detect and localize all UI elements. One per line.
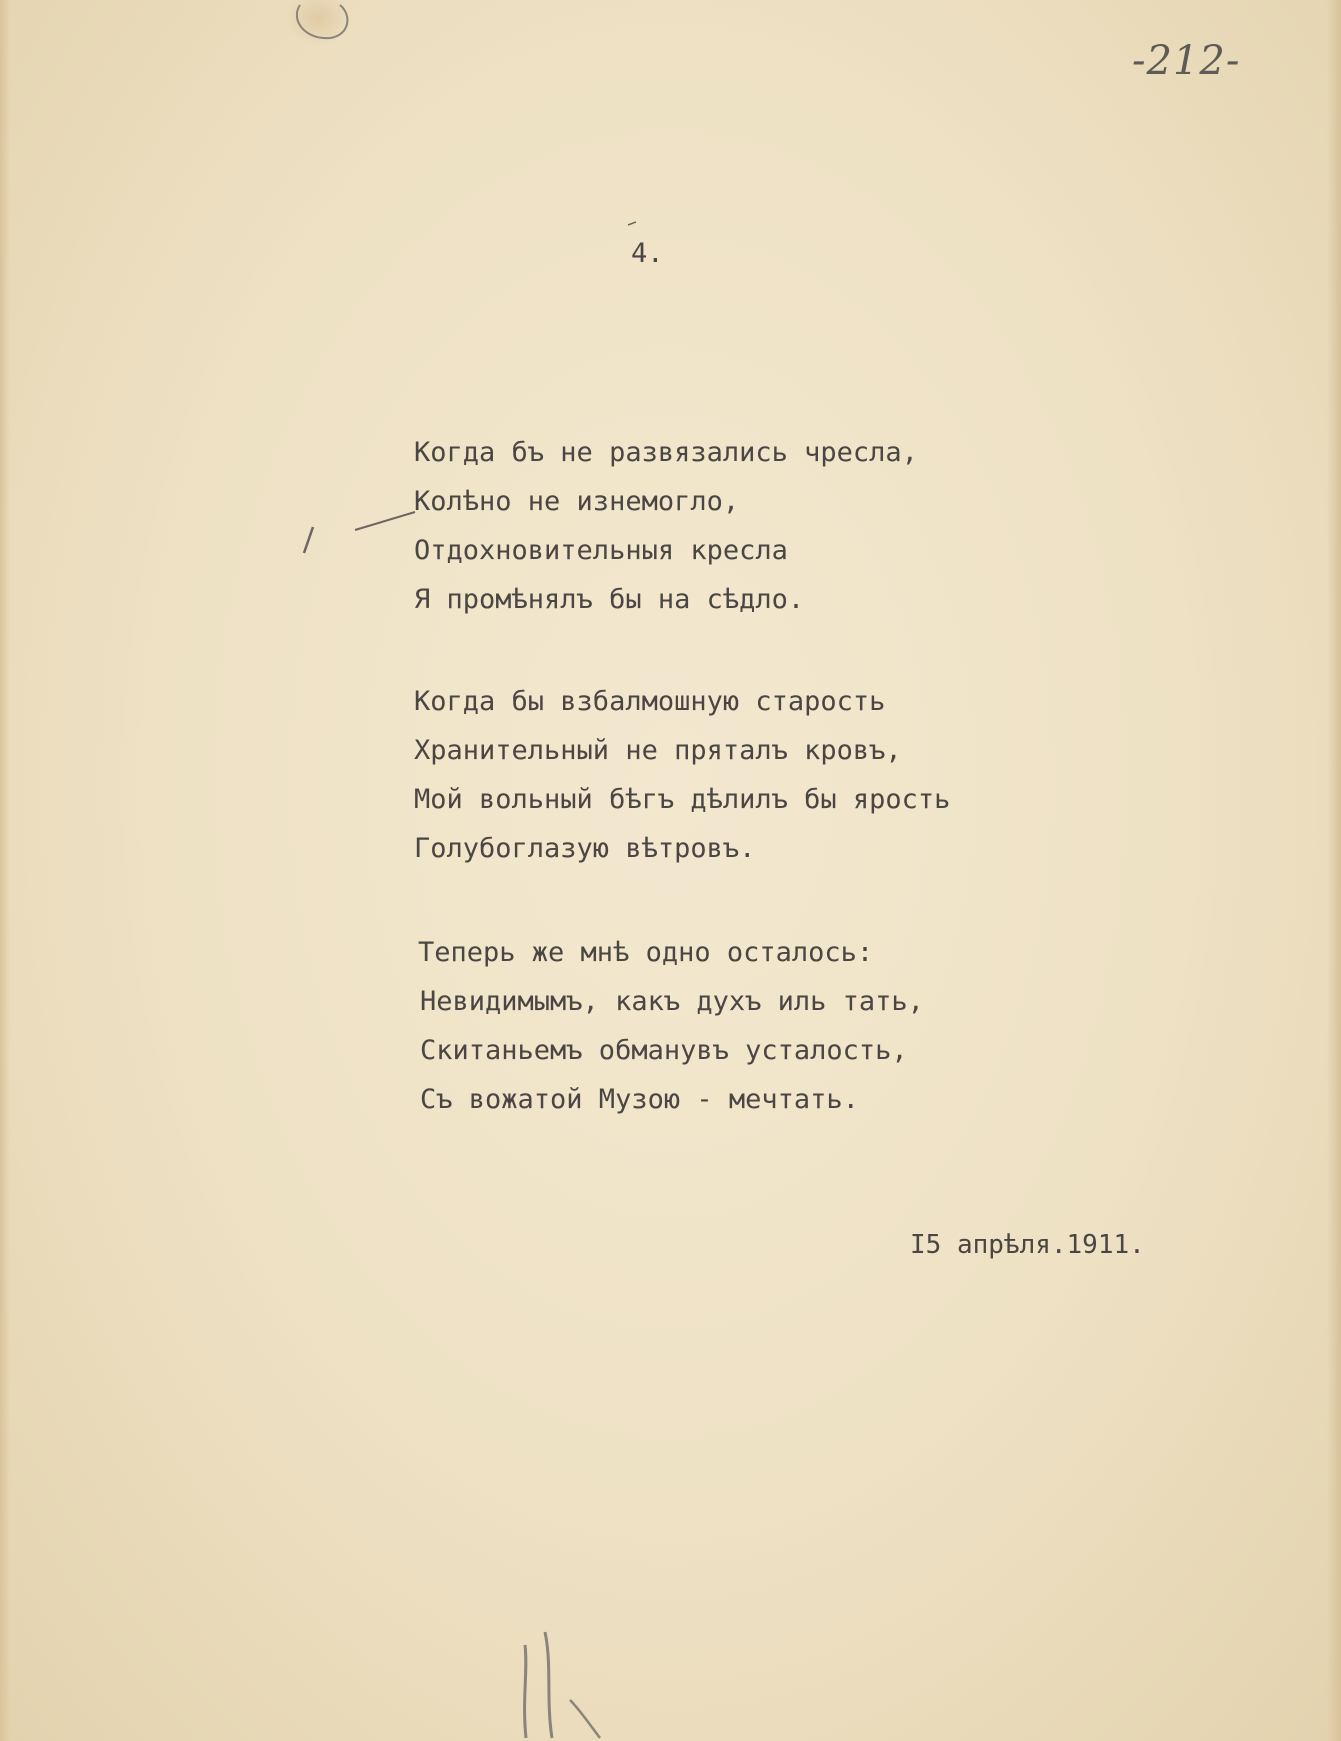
poem-line: Теперь же мнѣ одно осталось: bbox=[418, 937, 874, 968]
paper-edge bbox=[1327, 0, 1341, 1741]
poem-line: Колѣно не изнемогло, bbox=[414, 486, 740, 517]
poem-line: Мой вольный бѣгъ дѣлилъ бы ярость bbox=[414, 784, 951, 815]
poem-line: Съ вожатой Музою - мечтать. bbox=[420, 1084, 859, 1115]
poem-line: Невидимымъ, какъ духъ иль тать, bbox=[420, 986, 924, 1017]
poem-line: Когда бъ не развязались чресла, bbox=[414, 437, 918, 468]
poem-date: I5 апрѣля.1911. bbox=[910, 1230, 1145, 1260]
poem-line: Отдохновительныя кресла bbox=[414, 535, 788, 566]
poem-line: Голубоглазую вѣтровъ. bbox=[414, 833, 756, 864]
poem-line: Я промѣнялъ бы на сѣдло. bbox=[414, 584, 805, 615]
poem-line: Скитаньемъ обманувъ усталость, bbox=[420, 1035, 908, 1066]
poem-line: Хранительный не пряталъ кровъ, bbox=[414, 735, 902, 766]
folio-number: -212- bbox=[1132, 38, 1241, 84]
section-number: 4. bbox=[631, 238, 664, 269]
poem-line: Когда бы взбалмошную старость bbox=[414, 686, 886, 717]
paper-edge bbox=[0, 0, 10, 1741]
